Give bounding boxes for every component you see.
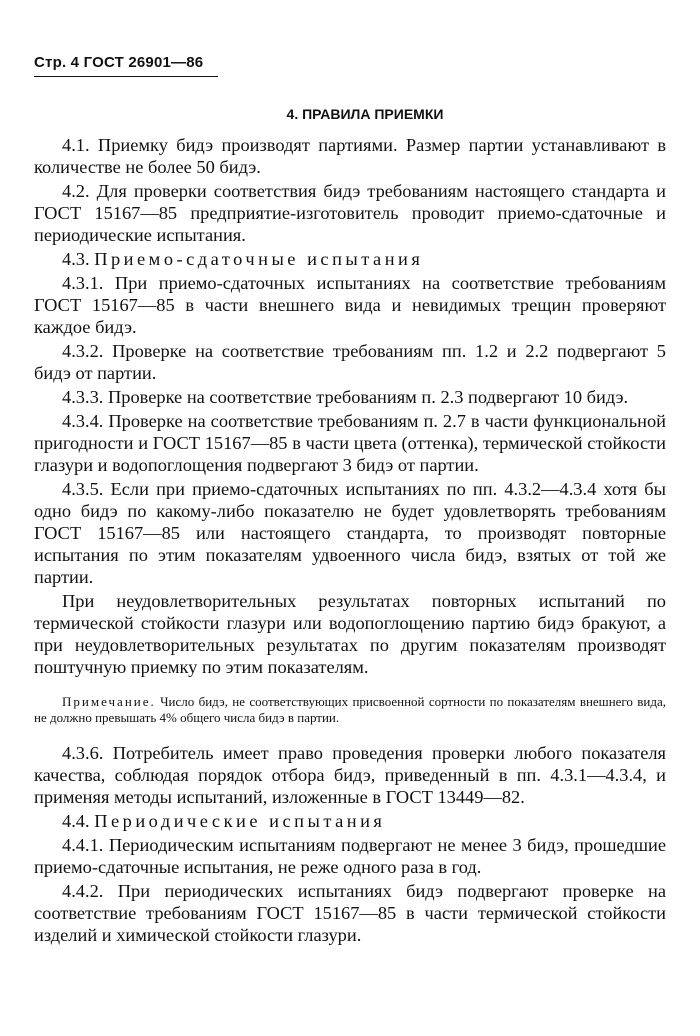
paragraph-4-3-4: 4.3.4. Проверке на соответствие требованиям п. 2.7 в части функциональной пригодности и ГОСТ 15167—85 в части цвета (оттенка), термической стойкости глазури и водопоглощения подвергают 3 бидэ от партии.: [34, 411, 666, 475]
paragraph-4-3-3: 4.3.3. Проверке на соответствие требованиям п. 2.3 подвергают 10 бидэ.: [62, 387, 629, 407]
paragraph-4-3-1: 4.3.1. При приемо-сдаточных испытаниях на соответствие требованиям ГОСТ 15167—85 в части внешнего вида и невидимых трещин проверяют каждое бидэ.: [34, 273, 666, 337]
page-header: Стр. 4 ГОСТ 26901—86: [34, 54, 204, 71]
paragraph-4-3-5: 4.3.5. Если при приемо-сдаточных испытаниях по пп. 4.3.2—4.3.4 хотя бы одно бидэ по какому-либо показателю не будет удовлетворять требованиям ГОСТ 15167—85 или настоящего стандарта, то производят повторные испытания по этим показателям удвоенного числа бидэ, взятых от той же партии.: [34, 479, 666, 587]
subsection-title: Приемо-сдаточные испытания: [94, 249, 424, 269]
subsection-4-4-heading: [34, 810, 666, 832]
subsection-number: 4.3.: [62, 249, 90, 269]
header-rule: [34, 76, 218, 77]
paragraph-4-1: 4.1. Приемку бидэ производят партиями. Размер партии устанавливают в количестве не более 50 бидэ.: [34, 135, 666, 177]
note: [34, 694, 666, 726]
paragraph-4-3-6: 4.3.6. Потребитель имеет право проведения проверки любого показателя качества, соблюдая порядок отбора бидэ, приведенный в пп. 4.3.1—4.3.4, и применяя методы испытаний, изложенные в ГОСТ 13449—82.: [34, 743, 666, 807]
subsection-4-3-heading: [34, 248, 666, 270]
paragraph-4-4-2: 4.4.2. При периодических испытаниях бидэ подвергают проверке на соответствие требованиям ГОСТ 15167—85 в части термической стойкости изделий и химической стойкости глазури.: [34, 881, 666, 945]
note-text: Число бидэ, не соответствующих присвоенной сортности по показателям внешнего вида, не должно превышать 4% общего числа бидэ в партии.: [34, 694, 666, 725]
subsection-number: 4.4.: [62, 811, 90, 831]
paragraph-4-3-5-continued: При неудовлетворительных результатах повторных испытаний по термической стойкости глазури или водопоглощению партию бидэ бракуют, а при неудовлетворительных результатах по другим показателям производят поштучную приемку по этим показателям.: [34, 591, 666, 677]
note-label: Примечание.: [62, 694, 156, 709]
section-title: 4. ПРАВИЛА ПРИЕМКИ: [286, 106, 444, 122]
body-text: [34, 134, 666, 948]
paragraph-4-3-2: 4.3.2. Проверке на соответствие требованиям пп. 1.2 и 2.2 подвергают 5 бидэ от партии.: [34, 341, 666, 383]
subsection-title: Периодические испытания: [94, 811, 386, 831]
paragraph-4-4-1: 4.4.1. Периодическим испытаниям подвергают не менее 3 бидэ, прошедшие приемо-сдаточные испытания, не реже одного раза в год.: [34, 835, 666, 877]
paragraph-4-2: 4.2. Для проверки соответствия бидэ требованиям настоящего стандарта и ГОСТ 15167—85 предприятие-изготовитель проводит приемо-сдаточные и периодические испытания.: [34, 181, 666, 245]
